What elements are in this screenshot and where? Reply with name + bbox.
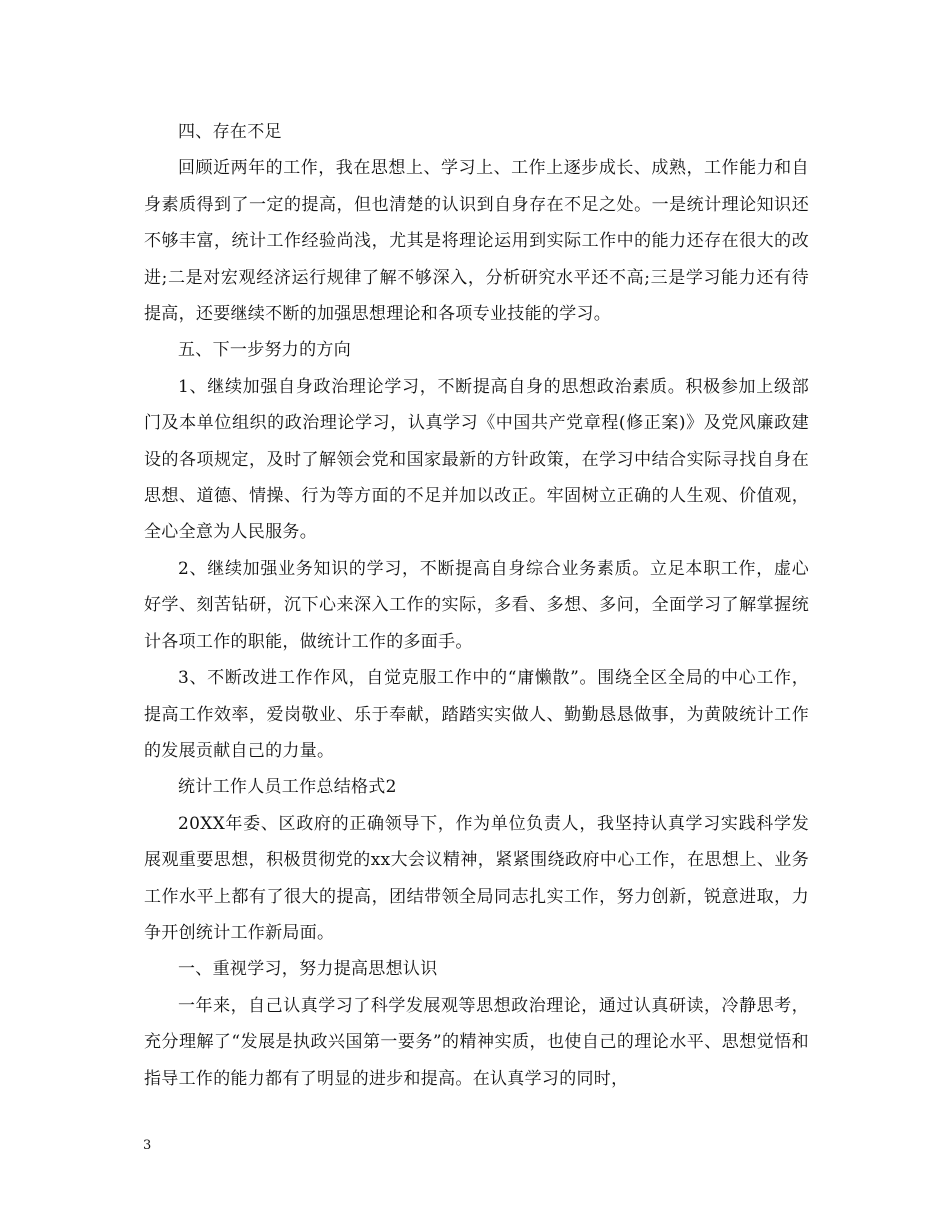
paragraph-item-2: 2、继续加强业务知识的学习，不断提高自身综合业务素质。立足本职工作，虚心好学、刻苦钻研，沉下心来深入工作的实际，多看、多想、多问，全面学习了解掌握统计各项工作的职能，做统计工作的多面手。: [144, 558, 809, 652]
paragraph-intro: 20XX年委、区政府的正确领导下，作为单位负责人，我坚持认真学习实践科学发展观重要思想，积极贯彻党的xx大会议精神，紧紧围绕政府中心工作，在思想上、业务工作水平上都有了很大的提高，团结带领全局同志扎实工作，努力创新，锐意进取，力争开创统计工作新局面。: [144, 813, 809, 943]
section-heading-shortcomings: 四、存在不足: [178, 122, 282, 142]
section-heading-next-steps: 五、下一步努力的方向: [178, 340, 351, 361]
page-number: 3: [143, 1138, 152, 1153]
section-title-format-2: 统计工作人员工作总结格式2: [178, 777, 397, 798]
paragraph-review: 回顾近两年的工作，我在思想上、学习上、工作上逐步成长、成熟，工作能力和自身素质得到了一定的提高，但也清楚的认识到自身存在不足之处。一是统计理论知识还不够丰富，统计工作经验尚浅，尤其是将理论运用到实际工作中的能力还存在很大的改进;二是对宏观经济运行规律了解不够深入，分析研究水平还不高;三是学习能力还有待提高，还要继续不断的加强思想理论和各项专业技能的学习。: [144, 158, 809, 325]
section-heading-study: 一、重视学习，努力提高思想认识: [178, 959, 438, 980]
paragraph-item-1: 1、继续加强自身政治理论学习，不断提高自身的思想政治素质。积极参加上级部门及本单位组织的政治理论学习，认真学习《中国共产党章程(修正案)》及党风廉政建设的各项规定，及时了解领会党和国家最新的方针政策，在学习中结合实际寻找自身在思想、道德、情操、行为等方面的不足并加以改正。牢固树立正确的人生观、价值观，全心全意为人民服务。: [144, 376, 809, 543]
document-body: [144, 114, 809, 1097]
paragraph-study: 一年来，自己认真学习了科学发展观等思想政治理论，通过认真研读，冷静思考，充分理解了“发展是执政兴国第一要务”的精神实质，也使自己的理论水平、思想觉悟和指导工作的能力都有了明显的进步和提高。在认真学习的同时，: [144, 995, 809, 1089]
paragraph-item-3: 3、不断改进工作作风，自觉克服工作中的“庸懒散”。围绕全区全局的中心工作，提高工作效率，爱岗敬业、乐于奉献，踏踏实实做人、勤勤恳恳做事，为黄陂统计工作的发展贡献自己的力量。: [144, 668, 809, 761]
